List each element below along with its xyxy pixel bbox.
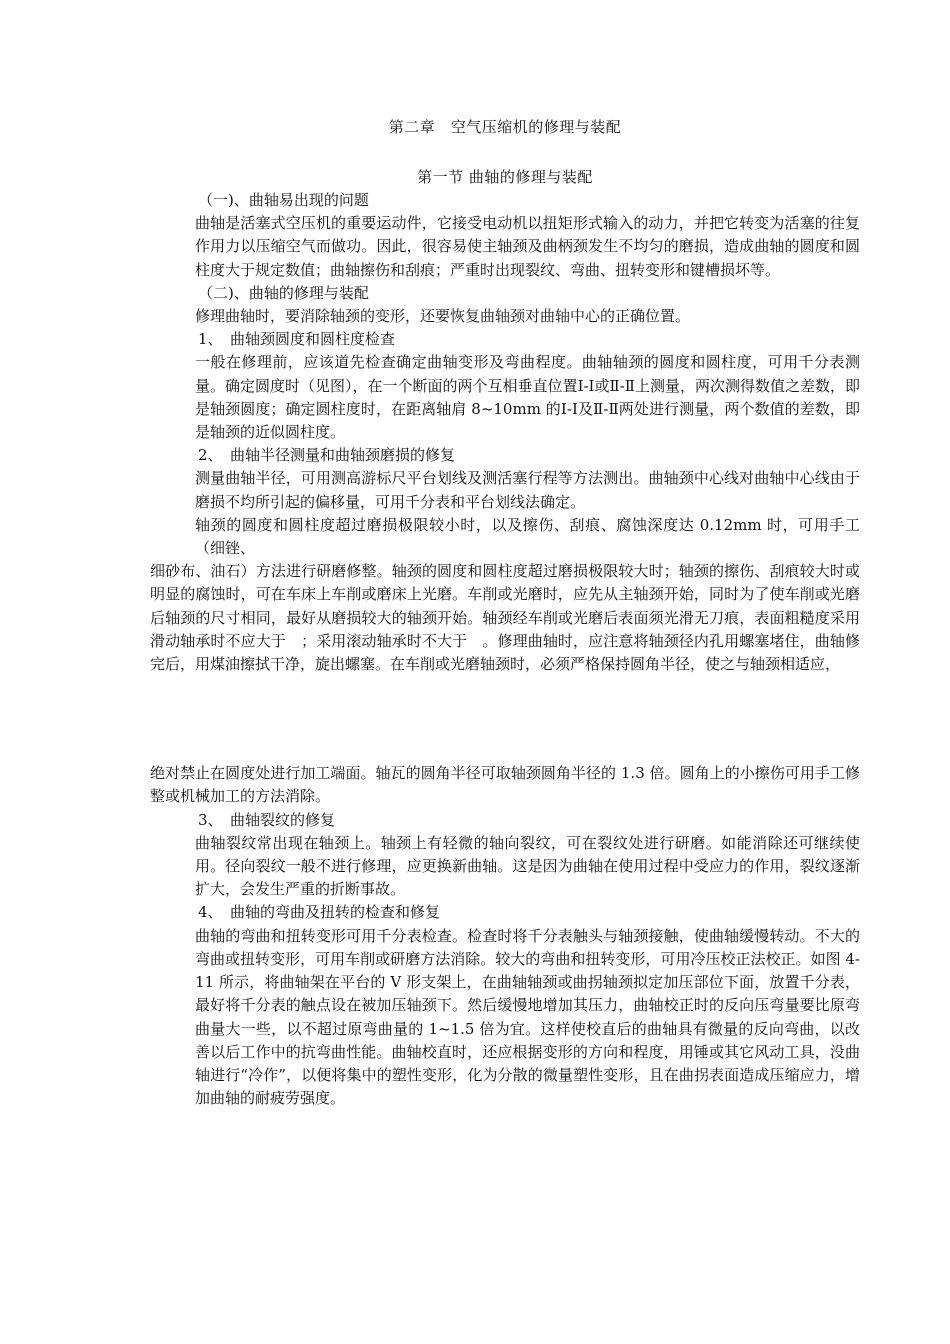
section-title: 第一节 曲轴的修理与装配	[417, 168, 593, 186]
subheading: （一)、曲轴易出现的问题	[198, 191, 369, 209]
paragraph: 测量曲轴半径，可用测高游标尺平台划线及测活塞行程等方法测出。曲轴颈中心线对曲轴中心线由于磨损不均所引起的偏移量，可用千分表和平台划线法确定。	[195, 469, 860, 511]
numbered-heading: 2、 曲轴半径测量和曲轴颈磨损的修复	[198, 446, 456, 465]
chapter-title: 第二章 空气压缩机的修理与装配	[388, 118, 622, 136]
numbered-heading: 4、 曲轴的弯曲及扭转的检查和修复	[198, 903, 441, 922]
paragraph: 细砂布、油石）方法进行研磨修整。轴颈的圆度和圆柱度超过磨损极限较大时；轴颈的擦伤、刮痕较大时或明显的腐蚀时，可在车床上车削或磨床上光磨。车削或光磨时，应先从主轴颈开始，同时为了使车削或光磨后轴颈的尺寸相同，最好从磨损较大的轴颈开始。轴颈经车削或光磨后表面须光滑无刀痕，表面粗糙度采用滑动轴承时不应大于 ；采用滚动轴承时不大于 。修理曲轴时，应注意将轴颈径内孔用螺塞堵住，曲轴修完后，用煤油擦拭干净，旋出螺塞。在车削或光磨轴颈时，必须严格保持圆角半径，使之与轴颈相适应，	[150, 562, 860, 674]
numbered-heading: 1、 曲轴颈圆度和圆柱度检查	[198, 330, 396, 349]
paragraph: 曲轴的弯曲和扭转变形可用千分表检查。检查时将千分表触头与轴颈接触，使曲轴缓慢转动。不大的弯曲或扭转变形，可用车削或研磨方法消除。较大的弯曲和扭转变形，可用冷压校正法校正。如图 4-11 所示，将曲轴架在平台的 V 形支架上，在曲轴轴颈或曲拐轴颈拟定加压部位下面，放置千分表，最好将千分表的触点设在被加压轴颈下。然后缓慢地增加其压力，曲轴校正时的反向压弯量要比原弯曲量大一些，以不超过原弯曲量的 1~1.5 倍为宜。这样使校直后的曲轴具有微量的反向弯曲，以改善以后工作中的抗弯曲性能。曲轴校直时，还应根据变形的方向和程度，用锤或其它风动工具，没曲轴进行“冷作”，以便将集中的塑性变形，化为分散的微量塑性变形，且在曲拐表面造成压缩应力，增加曲轴的耐疲劳强度。	[195, 926, 860, 1108]
subheading: （二)、曲轴的修理与装配	[198, 283, 369, 302]
page-gap	[150, 676, 860, 762]
paragraph: 修理曲轴时，要消除轴颈的变形，还要恢复曲轴颈对曲轴中心的正确位置。	[195, 307, 691, 326]
paragraph: 轴颈的圆度和圆柱度超过磨损极限较小时，以及擦伤、刮痕、腐蚀深度达 0.12mm 时，可用手工（细锉、	[195, 515, 860, 558]
paragraph: 曲轴是活塞式空压机的重要运动件，它接受电动机以扭矩形式输入的动力，并把它转变为活塞的往复作用力以压缩空气而做功。因此，很容易使主轴颈及曲柄颈发生不均匀的磨损，造成曲轴的圆度和圆柱度大于规定数值；曲轴擦伤和刮痕；严重时出现裂纹、弯曲、扭转变形和键槽损坏等。	[195, 214, 860, 279]
document-page	[150, 112, 860, 1110]
paragraph: 曲轴裂纹常出现在轴颈上。轴颈上有轻微的轴向裂纹，可在裂纹处进行研磨。如能消除还可继续使用。径向裂纹一般不进行修理，应更换新曲轴。这是因为曲轴在使用过程中受应力的作用，裂纹逐渐扩大，会发生严重的折断事故。	[195, 833, 860, 899]
paragraph: 一般在修理前，应该道先检查确定曲轴变形及弯曲程度。曲轴轴颈的圆度和圆柱度，可用千分表测量。确定圆度时（见图），在一个断面的两个互相垂直位置Ⅰ-Ⅰ或Ⅱ-Ⅱ上测量，两次测得数值之差数，即是轴颈圆度；确定圆柱度时，在距离轴肩 8~10mm 的Ⅰ-Ⅰ及Ⅱ-Ⅱ两处进行测量，两个数值的差数，即是轴颈的近似圆柱度。	[195, 353, 860, 442]
paragraph: 绝对禁止在圆度处进行加工端面。轴瓦的圆角半径可取轴颈圆角半径的 1.3 倍。圆角上的小擦伤可用手工修整或机械加工的方法消除。	[150, 764, 860, 806]
numbered-heading: 3、 曲轴裂纹的修复	[198, 810, 336, 829]
